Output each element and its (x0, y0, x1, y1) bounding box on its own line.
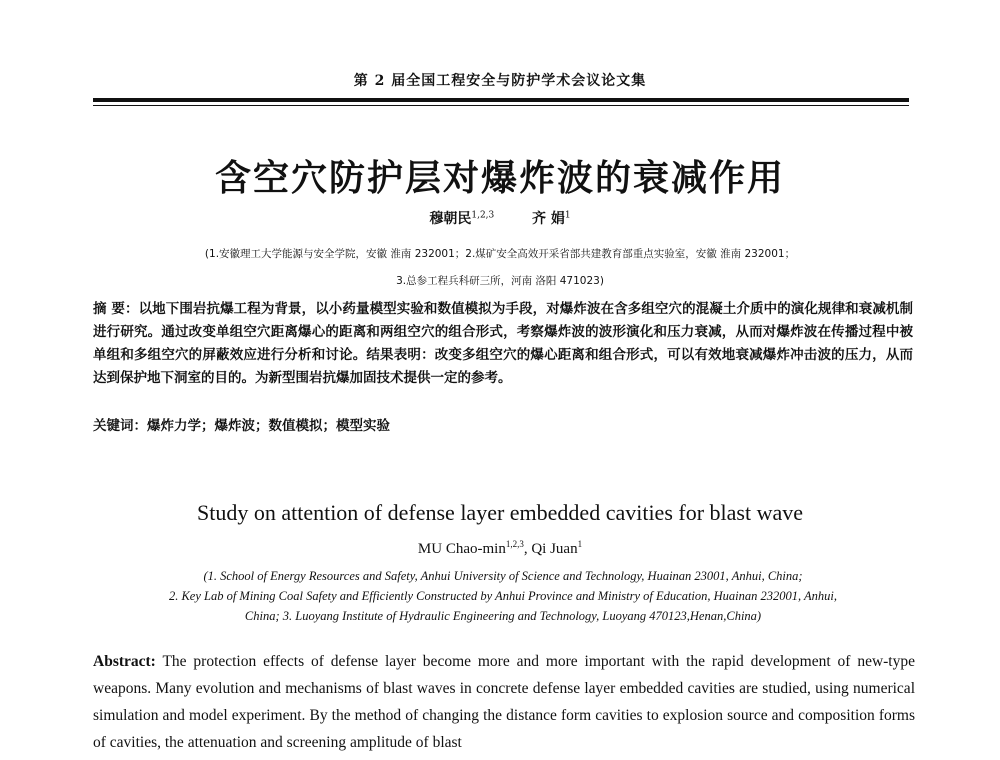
cn-author-1: 穆朝民 (429, 211, 472, 227)
cn-author-2-affil: 1 (564, 210, 571, 221)
english-abstract-text: The protection effects of defense layer become more and more important with the rapid development of new-type weapons. Many evolution and mechanisms of blast waves in concrete defense layer embedded cavities are studied, using numerical simulation and model experiment. By the method of changing the distance form cavities to explosion source and composition forms of cavities, the attenuation and screening amplitude of blast (93, 653, 915, 751)
chinese-title: 含空穴防护层对爆炸波的衰减作用 (214, 158, 785, 199)
chinese-abstract-text: 以地下围岩抗爆工程为背景，以小药量模型实验和数值模拟为手段，对爆炸波在含多组空穴的混凝土介质中的演化规律和衰减机制进行研究。通过改变单组空穴距离爆心的距离和两组空穴的组合形式，考察爆炸波的波形演化和压力衰减，从而对爆炸波在传播过程中被单组和多组空穴的屏蔽效应进行分析和讨论。结果表明：改变多组空穴的爆心距离和组合形式，可以有效地衰减爆炸冲击波的压力，从而达到保护地下洞室的目的。为新型围岩抗爆加固技术提供一定的参考。 (93, 301, 914, 386)
en-author-separator: , (523, 541, 532, 557)
english-title: Study on attention of defense layer embedded cavities for blast wave (196, 500, 804, 525)
cn-author-1-affil: 1,2,3 (471, 210, 495, 221)
header-rule-thick (93, 98, 909, 102)
en-author-2: Qi Juan (531, 541, 578, 557)
en-author-1: MU Chao-min (417, 541, 506, 557)
english-abstract-label: Abstract: (93, 653, 156, 670)
en-author-2-affil: 1 (577, 539, 583, 549)
english-affiliation-line-2: 2. Key Lab of Mining Coal Safety and Efficiently Constructed by Anhui Province and Ministry of Education, Huainan 232001, Anhui, (168, 589, 838, 603)
english-abstract (93, 648, 915, 756)
chinese-affiliation-line-2: 3.总参工程兵科研三所，河南 洛阳 471023) (396, 275, 604, 287)
english-affiliation-line-3: China; 3. Luoyang Institute of Hydraulic Engineering and Technology, Luoyang 470123,Henan,China) (244, 609, 762, 623)
chinese-keywords (93, 414, 913, 434)
running-header: 第 2 届全国工程安全与防护学术会议论文集 (353, 73, 647, 89)
chinese-affiliation-line-1: (1.安徽理工大学能源与安全学院，安徽 淮南 232001；2.煤矿安全高效开采省部共建教育部重点实验室，安徽 淮南 232001； (204, 248, 796, 260)
chinese-keywords-text: 爆炸力学；爆炸波；数值模拟；模型实验 (147, 418, 390, 434)
chinese-keywords-label: 关键词： (93, 418, 147, 434)
en-author-1-affil: 1,2,3 (505, 539, 524, 549)
english-authors (0, 541, 1000, 558)
chinese-abstract (93, 298, 913, 390)
english-affiliation-line-1: (1. School of Energy Resources and Safety, Anhui University of Science and Technology, Huainan 23001, Anhui, China; (203, 569, 803, 583)
header-rule-thin (93, 105, 909, 106)
chinese-abstract-label: 摘 要： (93, 301, 139, 317)
chinese-authors (0, 208, 1000, 228)
cn-author-2: 齐 娟 (532, 211, 565, 227)
english-affiliations (93, 566, 913, 626)
